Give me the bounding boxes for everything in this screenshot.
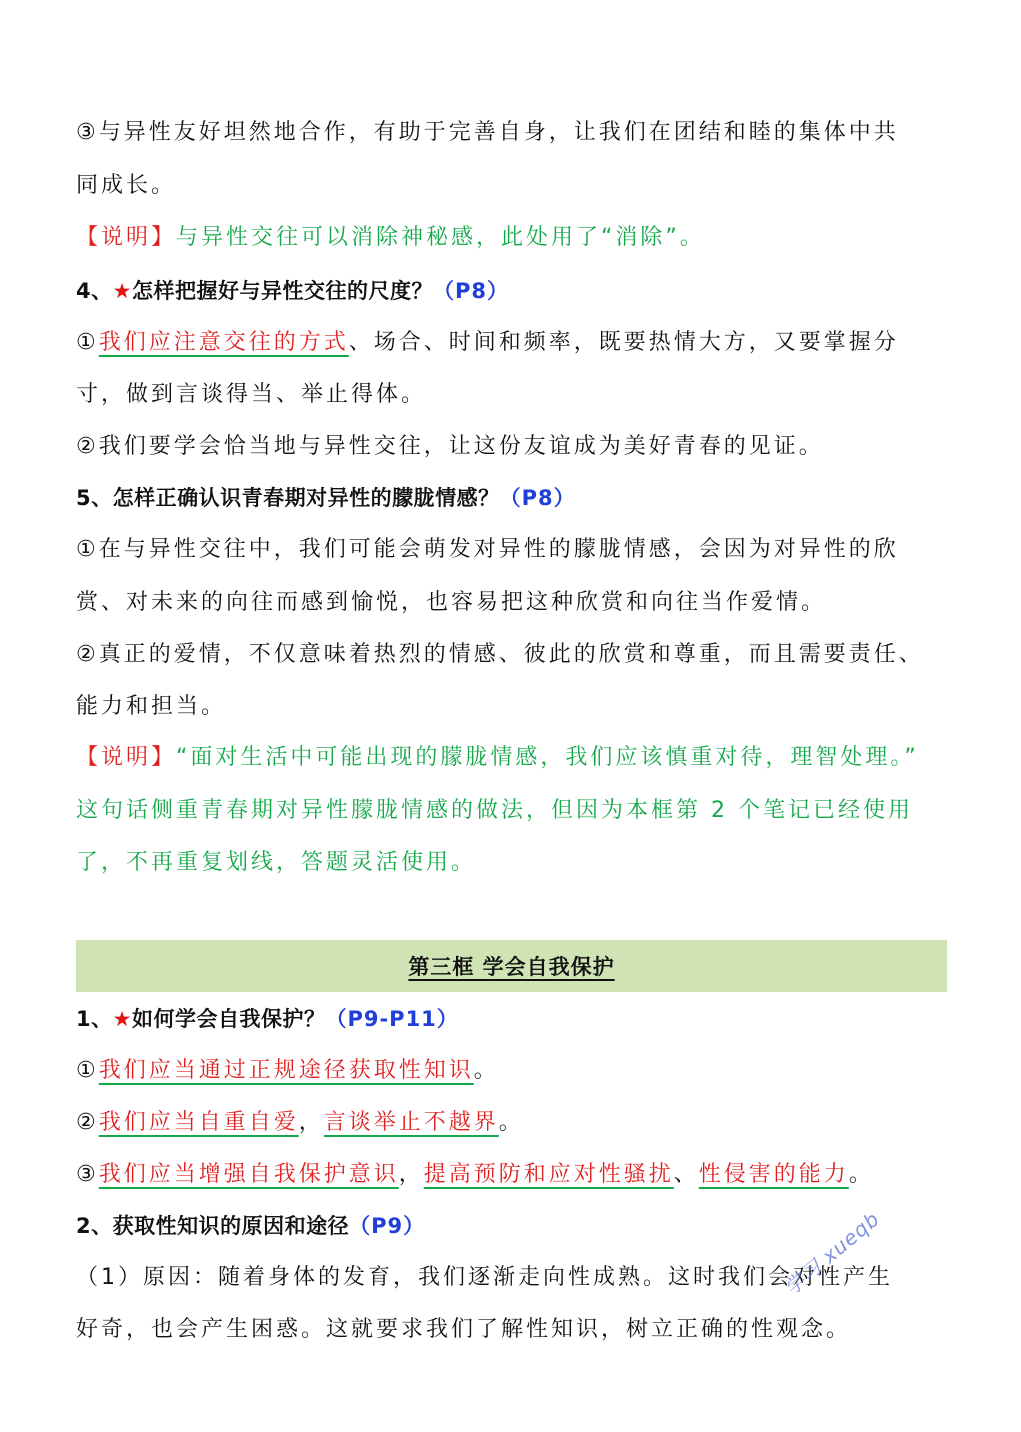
item-punct: ，: [298, 1110, 324, 1135]
item-mark: ②: [76, 1110, 99, 1135]
question-title: 如何学会自我保护？: [131, 1007, 326, 1031]
question-1-heading: [76, 1004, 956, 1034]
note-tag: 【说明】: [76, 225, 177, 250]
note2-line3: 了，不再重复划线，答题灵活使用。: [76, 850, 477, 875]
q1-answer1: [76, 1056, 956, 1086]
note1: [76, 223, 956, 253]
q1-answer2: [76, 1108, 956, 1138]
question-4-heading: [76, 276, 956, 306]
page-reference: （P9）: [349, 1214, 426, 1238]
key-point: 我们应当通过正规途径获取性知识: [98, 1058, 474, 1083]
page-reference: （P8）: [499, 486, 576, 510]
star-icon: ★: [112, 279, 132, 303]
key-point: 我们应注意交往的方式: [98, 330, 349, 355]
question-number: 4、: [76, 279, 113, 303]
key-point: 言谈举止不越界: [323, 1110, 499, 1135]
question-title: 获取性知识的原因和途径: [112, 1214, 350, 1238]
q5-answer1-line1: ①在与异性交往中，我们可能会萌发对异性的朦胧情感，会因为对异性的欣: [76, 537, 899, 562]
question-5-heading: [76, 483, 956, 513]
item-punct: 。: [473, 1058, 499, 1083]
watermark: 学习 xueqb: [779, 1206, 885, 1300]
q2-answer1-line1: （1）原因：随着身体的发育，我们逐渐走向性成熟。这时我们会对性产生: [76, 1265, 893, 1290]
question-number: 2、: [76, 1214, 113, 1238]
question-2-heading: [76, 1211, 956, 1241]
q5-answer1-line2: 赏、对未来的向往而感到愉悦，也容易把这种欣赏和向往当作爱情。: [76, 590, 827, 615]
item3-line2: 同成长。: [76, 173, 177, 198]
q1-answer3: [76, 1160, 956, 1190]
item-punct: 。: [848, 1162, 874, 1187]
note2-line2: 这句话侧重青春期对异性朦胧情感的做法，但因为本框第 2 个笔记已经使用: [76, 798, 913, 823]
section-title: 第三框 学会自我保护: [408, 955, 615, 979]
q4-answer2: ②我们要学会恰当地与异性交往，让这份友谊成为美好青春的见证。: [76, 434, 824, 459]
question-number: 1、: [76, 1007, 113, 1031]
item-punct: 、: [673, 1162, 699, 1187]
item-text: 、场合、时间和频率，既要热情大方，又要掌握分: [348, 330, 899, 355]
key-point: 我们应当自重自爱: [98, 1110, 299, 1135]
item3-line1: ③与异性友好坦然地合作，有助于完善自身，让我们在团结和睦的集体中共: [76, 120, 899, 145]
question-number: 5、: [76, 486, 113, 510]
question-title: 怎样把握好与异性交往的尺度？: [131, 279, 433, 303]
item-punct: 。: [498, 1110, 524, 1135]
note-text: 与异性交往可以消除神秘感，此处用了“消除”。: [176, 225, 705, 250]
page-reference: （P9-P11）: [325, 1007, 459, 1031]
q4-answer1-line1: [76, 328, 956, 358]
question-title: 怎样正确认识青春期对异性的朦胧情感？: [112, 486, 500, 510]
key-point: 性侵害的能力: [698, 1162, 849, 1187]
q5-answer2-line1: ②真正的爱情，不仅意味着热烈的情感、彼此的欣赏和尊重，而且需要责任、: [76, 642, 924, 667]
key-point: 提高预防和应对性骚扰: [423, 1162, 674, 1187]
item-mark: ③: [76, 1162, 99, 1187]
q5-answer2-line2: 能力和担当。: [76, 694, 227, 719]
key-point: 我们应当增强自我保护意识: [98, 1162, 399, 1187]
item-punct: ，: [398, 1162, 424, 1187]
note2-line1: [76, 743, 956, 773]
item-mark: ①: [76, 1058, 99, 1083]
note-tag: 【说明】: [76, 745, 177, 770]
q2-answer1-line2: 好奇，也会产生困惑。这就要求我们了解性知识，树立正确的性观念。: [76, 1317, 852, 1342]
note-text: “面对生活中可能出现的朦胧情感，我们应该慎重对待，理智处理。”: [176, 745, 919, 770]
q4-answer1-line2: 寸，做到言谈得当、举止得体。: [76, 382, 427, 407]
star-icon: ★: [112, 1007, 132, 1031]
page-reference: （P8）: [432, 279, 509, 303]
item-mark: ①: [76, 330, 99, 355]
section-header-band: [76, 940, 947, 992]
